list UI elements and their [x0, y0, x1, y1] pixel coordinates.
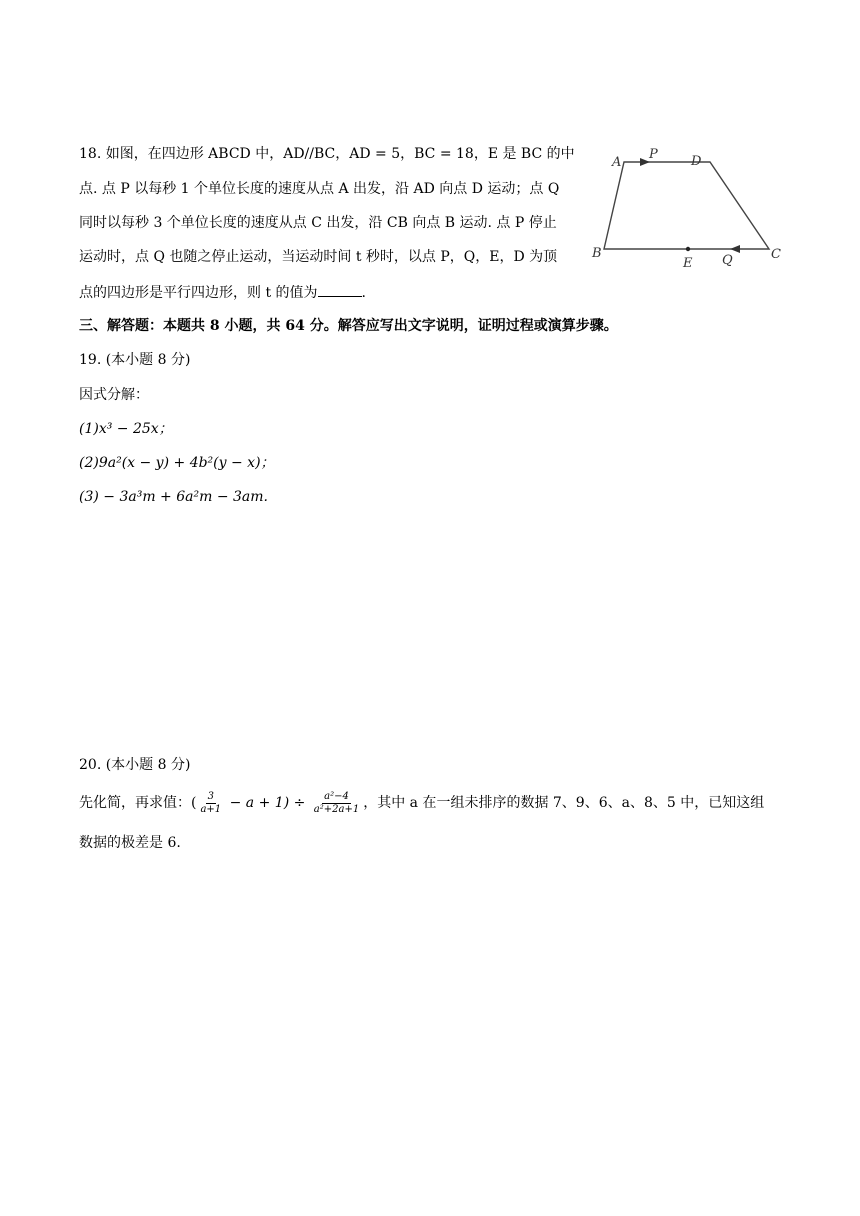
fraction-2-numerator: a²−4	[324, 790, 349, 802]
fraction-1-denominator: a+1	[200, 803, 222, 815]
q18-line-5-text: 点的四边形是平行四边形，则 t 的值为	[79, 285, 318, 301]
q18-line-2: 点. 点 P 以每秒 1 个单位长度的速度从点 A 出发，沿 AD 向点 D 运动；点 Q	[79, 181, 560, 197]
q19-item-1: (1)x³ − 25x；	[79, 421, 173, 437]
q20-title: 20. (本小题 8 分)	[79, 757, 191, 773]
q19-title: 19. (本小题 8 分)	[79, 352, 191, 368]
q20-line-1	[79, 789, 764, 817]
trapezoid-outline	[604, 162, 769, 249]
label-q: Q	[722, 253, 733, 268]
arrow-q-icon	[730, 245, 740, 253]
label-d: D	[691, 154, 702, 169]
q18-line-3: 同时以每秒 3 个单位长度的速度从点 C 出发，沿 CB 向点 B 运动. 点 P 停止	[79, 215, 557, 231]
q19-item-2: (2)9a²(x − y) + 4b²(y − x)；	[79, 455, 275, 471]
q18-line-4: 运动时，点 Q 也随之停止运动，当运动时间 t 秒时，以点 P，Q，E，D 为顶	[79, 249, 558, 265]
q20-lead: 先化简，再求值：(	[79, 795, 197, 811]
q19-item-3: (3) − 3a³m + 6a²m − 3am.	[79, 489, 268, 505]
q18-line-1: 18. 如图，在四边形 ABCD 中，AD//BC，AD = 5，BC = 18，E 是 BC 的中	[79, 146, 575, 162]
trapezoid-figure	[588, 144, 788, 270]
q20-line-2: 数据的极差是 6.	[79, 835, 181, 851]
label-a: A	[612, 155, 622, 170]
midpoint-e-dot	[686, 247, 690, 251]
fraction-1	[198, 791, 223, 816]
fraction-2-denominator: a²+2a+1	[313, 803, 360, 815]
section-heading: 三、解答题：本题共 8 小题，共 64 分。解答应写出文字说明，证明过程或演算步骤。	[79, 318, 618, 334]
q20-tail: ，其中 a 在一组未排序的数据 7、9、6、a、8、5 中，已知这组	[363, 795, 765, 811]
fraction-2	[312, 791, 361, 816]
answer-blank[interactable]	[318, 282, 362, 297]
q19-prompt: 因式分解：	[79, 387, 149, 403]
label-c: C	[771, 247, 781, 262]
label-b: B	[592, 246, 602, 261]
label-p: P	[649, 147, 658, 162]
q18-line-5	[79, 282, 366, 303]
fraction-1-numerator: 3	[207, 790, 214, 802]
q20-mid: − a + 1) ÷	[225, 795, 310, 811]
q18-line-5-end: .	[361, 285, 366, 301]
label-e: E	[683, 256, 693, 270]
